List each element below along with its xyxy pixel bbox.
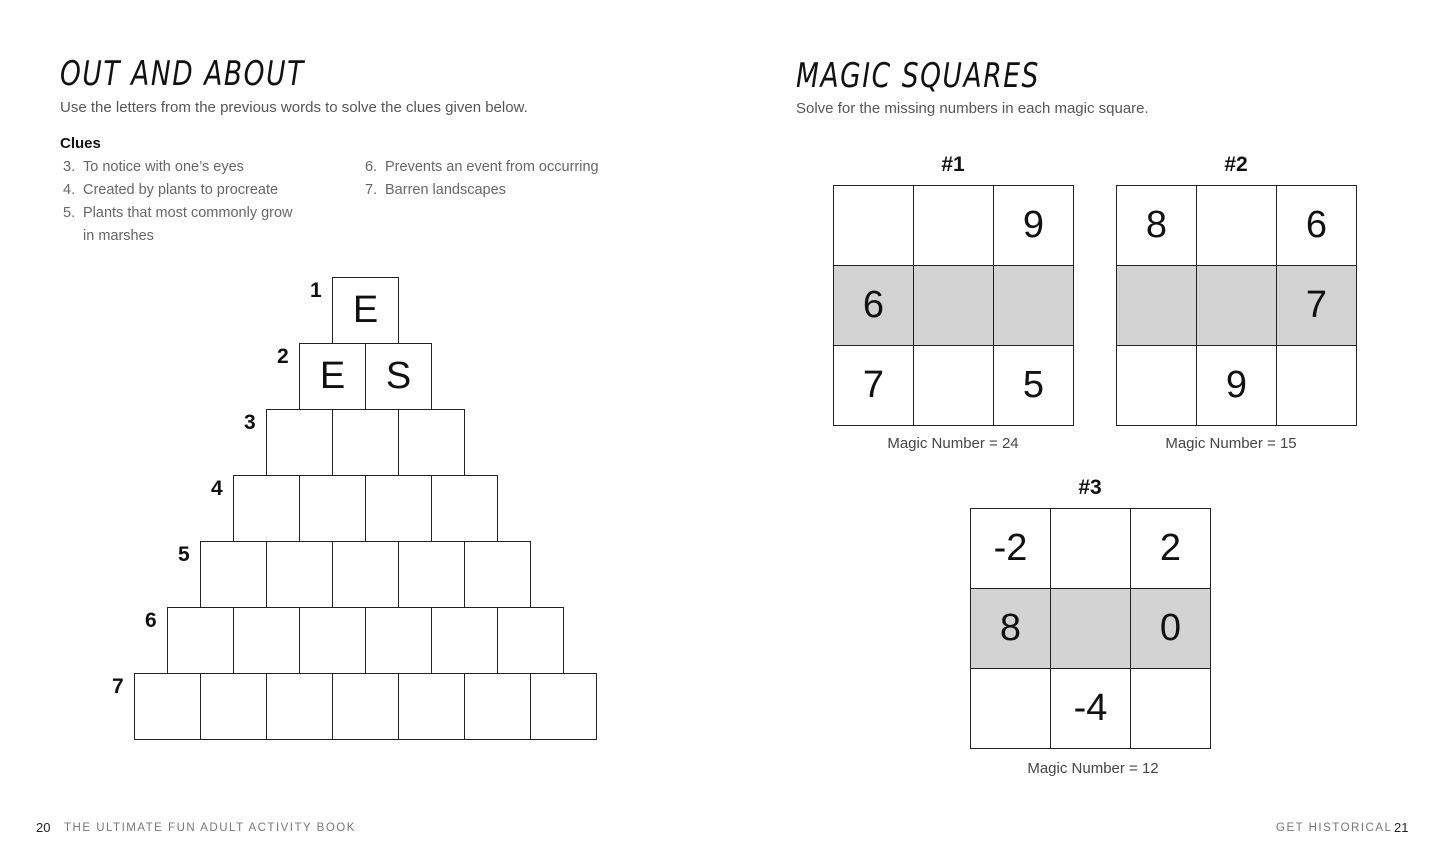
clue-item: 6. Prevents an event from occurring (365, 159, 599, 175)
magic-square-cell[interactable] (913, 265, 994, 346)
magic-square-1 (833, 185, 1074, 426)
page-title-out-and-about: OUT AND ABOUT (60, 54, 305, 94)
magic-square-3 (970, 508, 1211, 749)
pyramid-row-number: 6 (145, 609, 157, 632)
pyramid-row-number: 3 (244, 411, 256, 434)
magic-square-cell[interactable] (1050, 588, 1131, 669)
square-2-caption: Magic Number = 15 (1165, 435, 1297, 452)
pyramid-cell[interactable] (200, 541, 267, 608)
pyramid-cell[interactable] (530, 673, 597, 740)
pyramid-cell[interactable] (365, 475, 432, 542)
pyramid-cell[interactable] (266, 409, 333, 476)
pyramid-cell[interactable] (299, 475, 366, 542)
pyramid-cell[interactable] (398, 409, 465, 476)
magic-square-cell[interactable]: 2 (1130, 508, 1211, 589)
pyramid-cell[interactable] (134, 673, 201, 740)
magic-square-cell[interactable]: 8 (970, 588, 1051, 669)
magic-square-cell[interactable] (1130, 668, 1211, 749)
pyramid-cell[interactable] (365, 607, 432, 674)
pyramid-cell[interactable] (497, 607, 564, 674)
magic-square-cell[interactable]: 7 (833, 345, 914, 426)
left-page-number: 20 (36, 820, 51, 835)
instructions: Use the letters from the previous words to solve the clues given below. (60, 99, 528, 116)
magic-square-cell[interactable] (1116, 265, 1197, 346)
clue-item: 4. Created by plants to procreate (63, 182, 279, 198)
magic-square-cell[interactable] (1276, 345, 1357, 426)
pyramid-cell[interactable] (167, 607, 234, 674)
pyramid-cell[interactable] (200, 673, 267, 740)
magic-square-2 (1116, 185, 1357, 426)
pyramid-cell[interactable] (398, 673, 465, 740)
pyramid-cell[interactable] (464, 673, 531, 740)
magic-square-cell[interactable]: 0 (1130, 588, 1211, 669)
magic-square-cell[interactable] (913, 345, 994, 426)
magic-square-cell[interactable] (993, 265, 1074, 346)
square-3-caption: Magic Number = 12 (1027, 760, 1159, 777)
pyramid-cell[interactable] (431, 607, 498, 674)
pyramid-cell[interactable] (266, 541, 333, 608)
square-3-label: #3 (1078, 476, 1102, 499)
magic-square-cell[interactable]: 7 (1276, 265, 1357, 346)
pyramid-cell[interactable]: S (365, 343, 432, 410)
magic-square-cell[interactable]: 9 (1196, 345, 1277, 426)
clue-item: in marshes (83, 228, 154, 244)
pyramid-cell[interactable] (431, 475, 498, 542)
pyramid-cell[interactable] (464, 541, 531, 608)
clues-column-1 (63, 156, 293, 248)
pyramid-cell[interactable]: E (299, 343, 366, 410)
magic-instructions: Solve for the missing numbers in each magic square. (796, 100, 1149, 117)
magic-square-cell[interactable]: -2 (970, 508, 1051, 589)
pyramid-cell[interactable] (299, 607, 366, 674)
section-footer: GET HISTORICAL (1276, 822, 1393, 834)
pyramid-cell[interactable] (332, 541, 399, 608)
pyramid-cell[interactable] (332, 673, 399, 740)
square-1-label: #1 (941, 153, 965, 176)
clues-heading: Clues (60, 135, 101, 152)
magic-square-cell[interactable]: 5 (993, 345, 1074, 426)
magic-square-cell[interactable] (970, 668, 1051, 749)
square-1-caption: Magic Number = 24 (887, 435, 1019, 452)
clue-item: 7. Barren landscapes (365, 182, 506, 198)
magic-square-cell[interactable] (1196, 265, 1277, 346)
pyramid-row-number: 1 (310, 279, 322, 302)
clues-column-2 (365, 156, 599, 202)
pyramid-row-number: 2 (277, 345, 289, 368)
magic-square-cell[interactable]: 6 (1276, 185, 1357, 266)
right-page-number: 21 (1394, 820, 1409, 835)
pyramid-cell[interactable] (332, 409, 399, 476)
magic-square-cell[interactable] (1116, 345, 1197, 426)
pyramid-row-number: 4 (211, 477, 223, 500)
magic-square-cell[interactable]: 8 (1116, 185, 1197, 266)
magic-square-cell[interactable] (833, 185, 914, 266)
pyramid-cell[interactable] (233, 475, 300, 542)
square-2-label: #2 (1224, 153, 1248, 176)
magic-square-cell[interactable]: -4 (1050, 668, 1131, 749)
book-title-footer: THE ULTIMATE FUN ADULT ACTIVITY BOOK (64, 822, 356, 834)
magic-square-cell[interactable] (1196, 185, 1277, 266)
pyramid-cell[interactable] (266, 673, 333, 740)
magic-square-cell[interactable] (1050, 508, 1131, 589)
pyramid-row-number: 7 (112, 675, 124, 698)
page-title-magic-squares: MAGIC SQUARES (796, 56, 1040, 96)
clue-item: 5. Plants that most commonly grow (63, 205, 293, 221)
magic-square-cell[interactable]: 6 (833, 265, 914, 346)
magic-square-cell[interactable] (913, 185, 994, 266)
pyramid-cell[interactable]: E (332, 277, 399, 344)
clue-item: 3. To notice with one’s eyes (63, 159, 244, 175)
pyramid-cell[interactable] (233, 607, 300, 674)
pyramid-row-number: 5 (178, 543, 190, 566)
pyramid-cell[interactable] (398, 541, 465, 608)
magic-square-cell[interactable]: 9 (993, 185, 1074, 266)
